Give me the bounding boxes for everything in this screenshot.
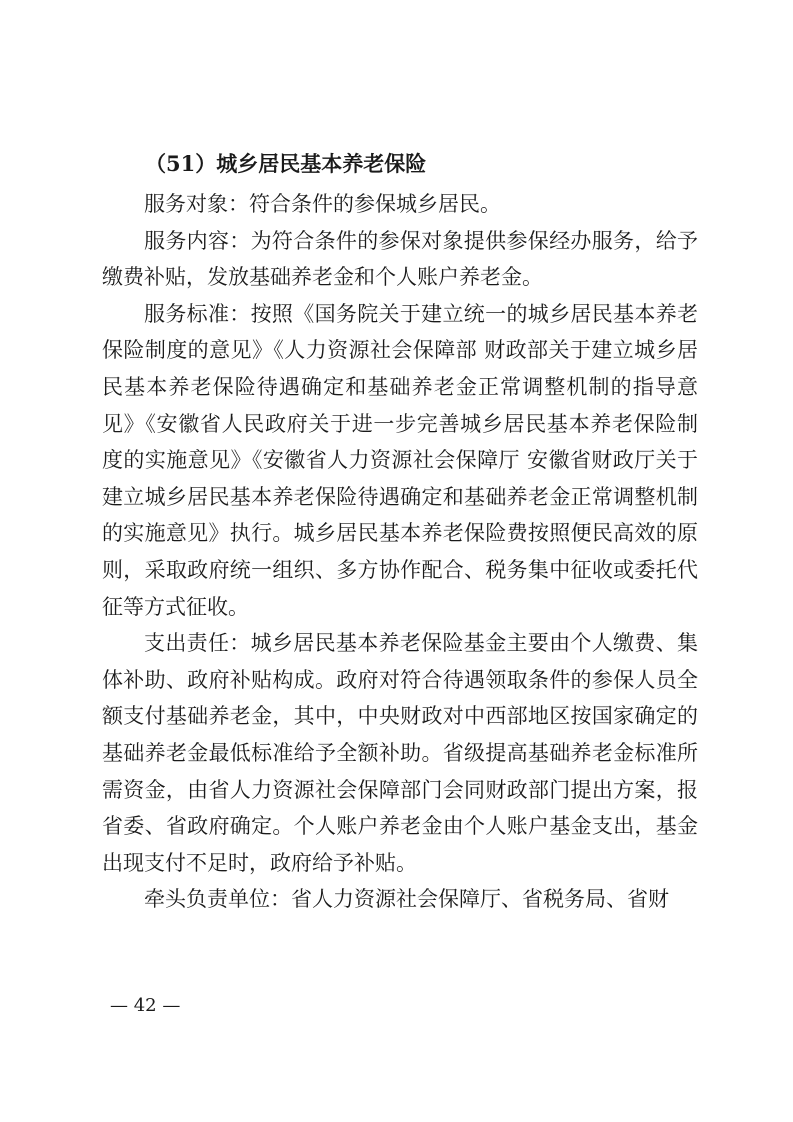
text-service-standard: 按照《国务院关于建立统一的城乡居民基本养老保险制度的意见》《人力资源社会保障部 财政部关于建立城乡居民基本养老保险待遇确定和基础养老金正常调整机制的指导意见》《安徽省人民政府关于进一步完善城乡居民基本养老保险制度的实施意见》《安徽省人力资源社会保障厅 安徽省财政厅关于建立城乡居民基本养老保险待遇确定和基础养老金正常调整机制的实施意见》执行。城乡居民基本养老保险费按照便民高效的原则，采取政府统一组织、多方协作配合、税务集中征收或委托代征等方式征收。 [102, 301, 699, 619]
text-expenditure-responsibility: 城乡居民基本养老保险基金主要由个人缴费、集体补助、政府补贴构成。政府对符合待遇领取条件的参保人员全额支付基础养老金，其中，中央财政对中西部地区按国家确定的基础养老金最低标准给予全额补助。省级提高基础养老金标准所需资金，由省人力资源社会保障部门会同财政部门提出方案，报省委、省政府确定。个人账户养老金由个人账户基金支出，基金出现支付不足时，政府给予补贴。 [102, 631, 699, 875]
label-lead-unit: 牵头负责单位： [144, 887, 291, 912]
label-expenditure-responsibility: 支出责任： [144, 631, 251, 656]
paragraph-service-standard [102, 296, 698, 625]
label-service-content: 服务内容： [144, 228, 251, 253]
text-lead-unit: 省人力资源社会保障厅、省税务局、省财 [291, 887, 669, 912]
document-body [102, 186, 698, 918]
label-service-standard: 服务标准： [144, 301, 251, 326]
page-number: — 42 — [110, 995, 181, 1016]
paragraph-lead-unit [102, 881, 698, 918]
section-heading: （51）城乡居民基本养老保险 [145, 151, 427, 176]
paragraph-service-content [102, 223, 698, 296]
paragraph-expenditure-responsibility [102, 625, 698, 881]
text-service-target: 符合条件的参保城乡居民。 [249, 192, 501, 216]
text-service-content: 为符合条件的参保对象提供参保经办服务，给予缴费补贴，发放基础养老金和个人账户养老金。 [102, 228, 699, 290]
paragraph-service-target [102, 186, 698, 223]
label-service-target: 服务对象： [144, 192, 249, 216]
